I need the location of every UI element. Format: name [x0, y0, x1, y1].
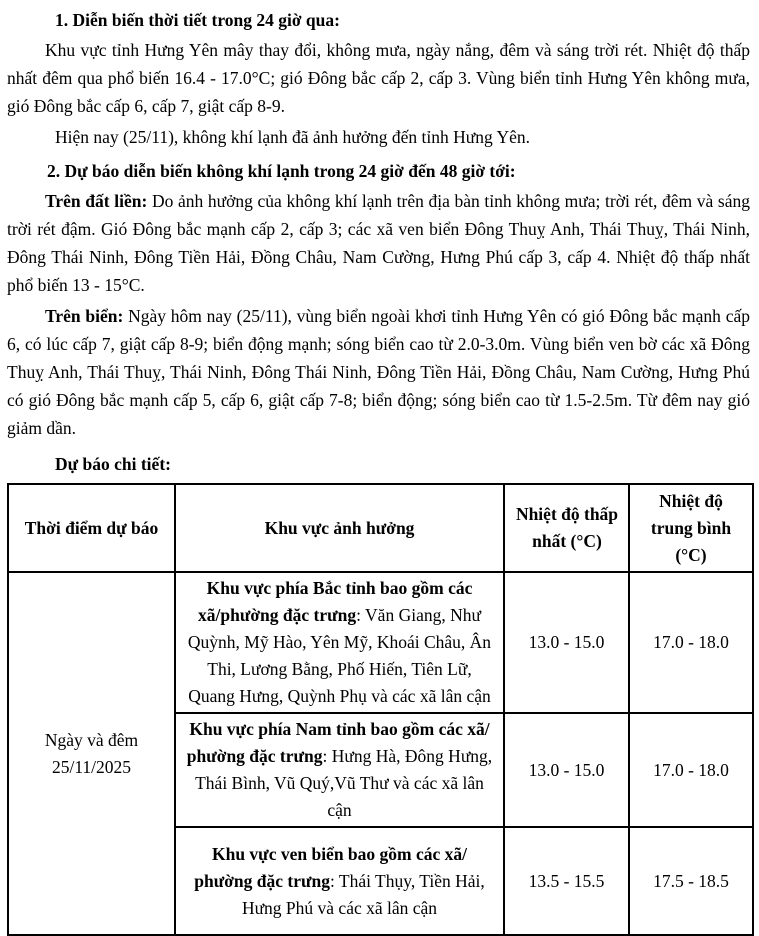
land-paragraph-text: Do ảnh hưởng của không khí lạnh trên địa bàn tỉnh không mưa; trời rét, đêm và sáng trời rét đậm. Gió Đông bắc mạnh cấp 2, cấp 3; các xã ven biển Đông Thuỵ Anh, Thái Thuỵ, Thái Ninh, Đông Thái Ninh, Đông Tiền Hải, Đồng Châu, Nam Cường, Hưng Phú cấp 3, cấp 4. Nhiệt độ thấp nhất phổ biến 13 - 15°C. — [7, 191, 750, 295]
column-header-time — [8, 484, 175, 572]
sea-paragraph-text: Ngày hôm nay (25/11), vùng biển ngoài khơi tỉnh Hưng Yên có gió Đông bắc mạnh cấp 6, có lúc cấp 7, giật cấp 8-9; biển động mạnh; sóng biển cao từ 2.0-3.0m. Vùng biển ven bờ các xã Đông Thuỵ Anh, Thái Thuỵ, Thái Ninh, Đông Thái Ninh, Đông Tiền Hải, Đồng Châu, Nam Cường, Hưng Phú có gió Đông bắc mạnh cấp 5, cấp 6, giật cấp 7-8; biển động; sóng biển cao từ 1.5-2.5m. Từ đêm nay gió giảm dần. — [7, 306, 750, 438]
area-south-text: : Hưng Hà, Đông Hưng, Thái Bình, Vũ Quý,Vũ Thư và các xã lân cận — [195, 746, 493, 820]
section1-weather-paragraph: Khu vực tỉnh Hưng Yên mây thay đổi, không mưa, ngày nắng, đêm và sáng trời rét. Nhiệt độ thấp nhất đêm qua phổ biến 16.4 - 17.0°C; gió Đông bắc cấp 2, cấp 3. Vùng biển tỉnh Hưng Yên không mưa, gió Đông bắc cấp 6, cấp 7, giật cấp 8-9. — [7, 40, 750, 116]
column-header-area — [175, 484, 504, 572]
table-row — [8, 572, 753, 713]
section2-sea-paragraph — [7, 302, 750, 442]
area-cell-coastal — [175, 827, 504, 935]
section2-land-paragraph — [7, 187, 750, 299]
section1-current-paragraph: Hiện nay (25/11), không khí lạnh đã ảnh hưởng đến tỉnh Hưng Yên. — [55, 127, 531, 147]
section1-heading: 1. Diễn biến thời tiết trong 24 giờ qua: — [55, 10, 340, 30]
column-header-area-label: Khu vực ảnh hưởng — [264, 517, 415, 538]
column-header-temp-avg-label: Nhiệt độ trung bình (°C) — [650, 490, 732, 565]
temp-min-cell: 13.0 - 15.0 — [504, 572, 629, 713]
area-cell-south — [175, 713, 504, 827]
column-header-time-label: Thời điểm dự báo — [24, 517, 159, 538]
time-period-cell — [8, 572, 175, 935]
sea-lead-label: Trên biển: — [45, 306, 124, 326]
temp-min-cell: 13.0 - 15.0 — [504, 713, 629, 827]
time-period-line2: 25/11/2025 — [51, 756, 132, 777]
area-north-lead: Khu vực phía Bắc tỉnh bao gồm các xã/phường đặc trưng — [198, 578, 473, 625]
column-header-temp-min — [504, 484, 629, 572]
area-north-text: : Văn Giang, Như Quỳnh, Mỹ Hào, Yên Mỹ, Khoái Châu, Ân Thi, Lương Bằng, Phố Hiến, Tiên Lữ, Quang Hưng, Quỳnh Phụ và các xã lân cận — [187, 605, 492, 706]
temp-avg-cell: 17.5 - 18.5 — [629, 827, 753, 935]
area-south-lead: Khu vực phía Nam tỉnh bao gồm các xã/ phường đặc trưng — [186, 719, 490, 766]
area-coastal-text: : Thái Thụy, Tiền Hải, Hưng Phú và các xã lân cận — [241, 870, 485, 918]
column-header-temp-min-label: Nhiệt độ thấp nhất (°C) — [515, 504, 619, 551]
temp-min-cell: 13.5 - 15.5 — [504, 827, 629, 935]
land-lead-label: Trên đất liền: — [45, 191, 148, 211]
detail-forecast-heading: Dự báo chi tiết: — [55, 454, 171, 474]
area-coastal-lead: Khu vực ven biển bao gồm các xã/ phường đặc trưng — [194, 843, 468, 891]
time-period-line1: Ngày và đêm — [44, 729, 139, 750]
temp-avg-cell: 17.0 - 18.0 — [629, 713, 753, 827]
column-header-temp-avg — [629, 484, 753, 572]
temp-avg-cell: 17.0 - 18.0 — [629, 572, 753, 713]
section2-heading: 2. Dự báo diễn biến không khí lạnh trong 24 giờ đến 48 giờ tới: — [47, 161, 516, 181]
table-header-row — [8, 484, 753, 572]
detail-forecast-table — [7, 483, 754, 936]
area-cell-north — [175, 572, 504, 713]
